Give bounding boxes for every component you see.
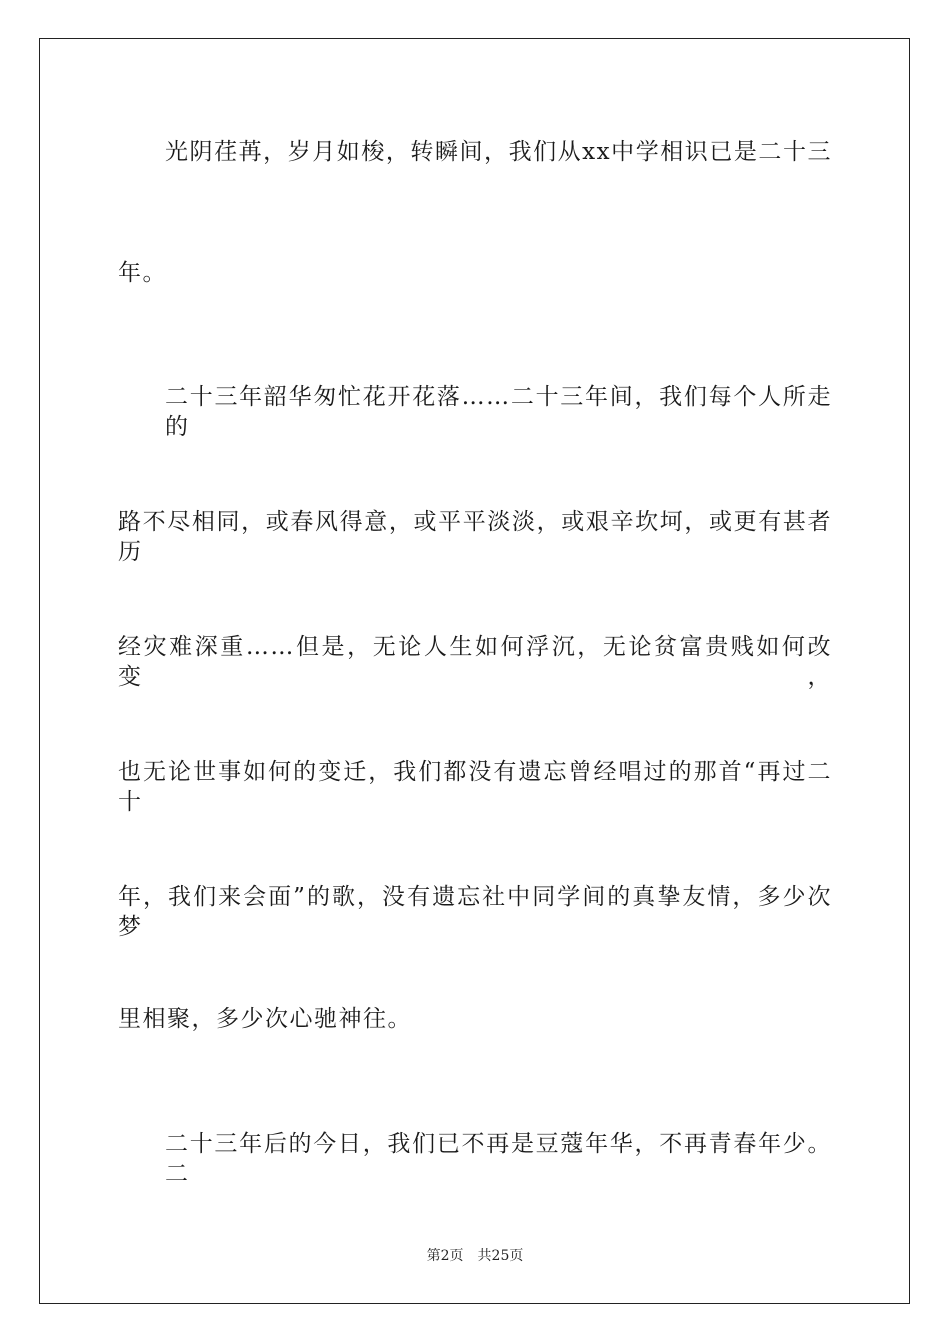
paragraph-2-line-6: 里相聚，多少次心驰神往。 [118, 1006, 412, 1032]
paragraph-3-line-1: 二十三年后的今日，我们已不再是豆蔻年华，不再青春年少。二 [165, 1131, 832, 1187]
paragraph-2-line-4: 也无论世事如何的变迁，我们都没有遗忘曾经唱过的那首“再过二十 [118, 759, 832, 815]
page-number: 第2页 [426, 1248, 464, 1264]
paragraph-1-line-1: 光阴荏苒，岁月如梭，转瞬间，我们从xx中学相识已是二十三 [165, 139, 832, 165]
paragraph-1-line-2: 年。 [118, 260, 167, 286]
paragraph-2-line-5: 年，我们来会面”的歌，没有遗忘社中同学间的真挚友情，多少次梦 [118, 884, 832, 940]
paragraph-2-line-3: 经灾难深重……但是，无论人生如何浮沉，无论贫富贵贱如何改变， [118, 634, 832, 690]
page-total: 共25页 [477, 1248, 524, 1264]
paragraph-2-line-2: 路不尽相同，或春风得意，或平平淡淡，或艰辛坎坷，或更有甚者历 [118, 509, 832, 565]
paragraph-2-line-1: 二十三年韶华匆忙花开花落……二十三年间，我们每个人所走的 [165, 384, 832, 440]
page-footer [0, 1247, 950, 1265]
